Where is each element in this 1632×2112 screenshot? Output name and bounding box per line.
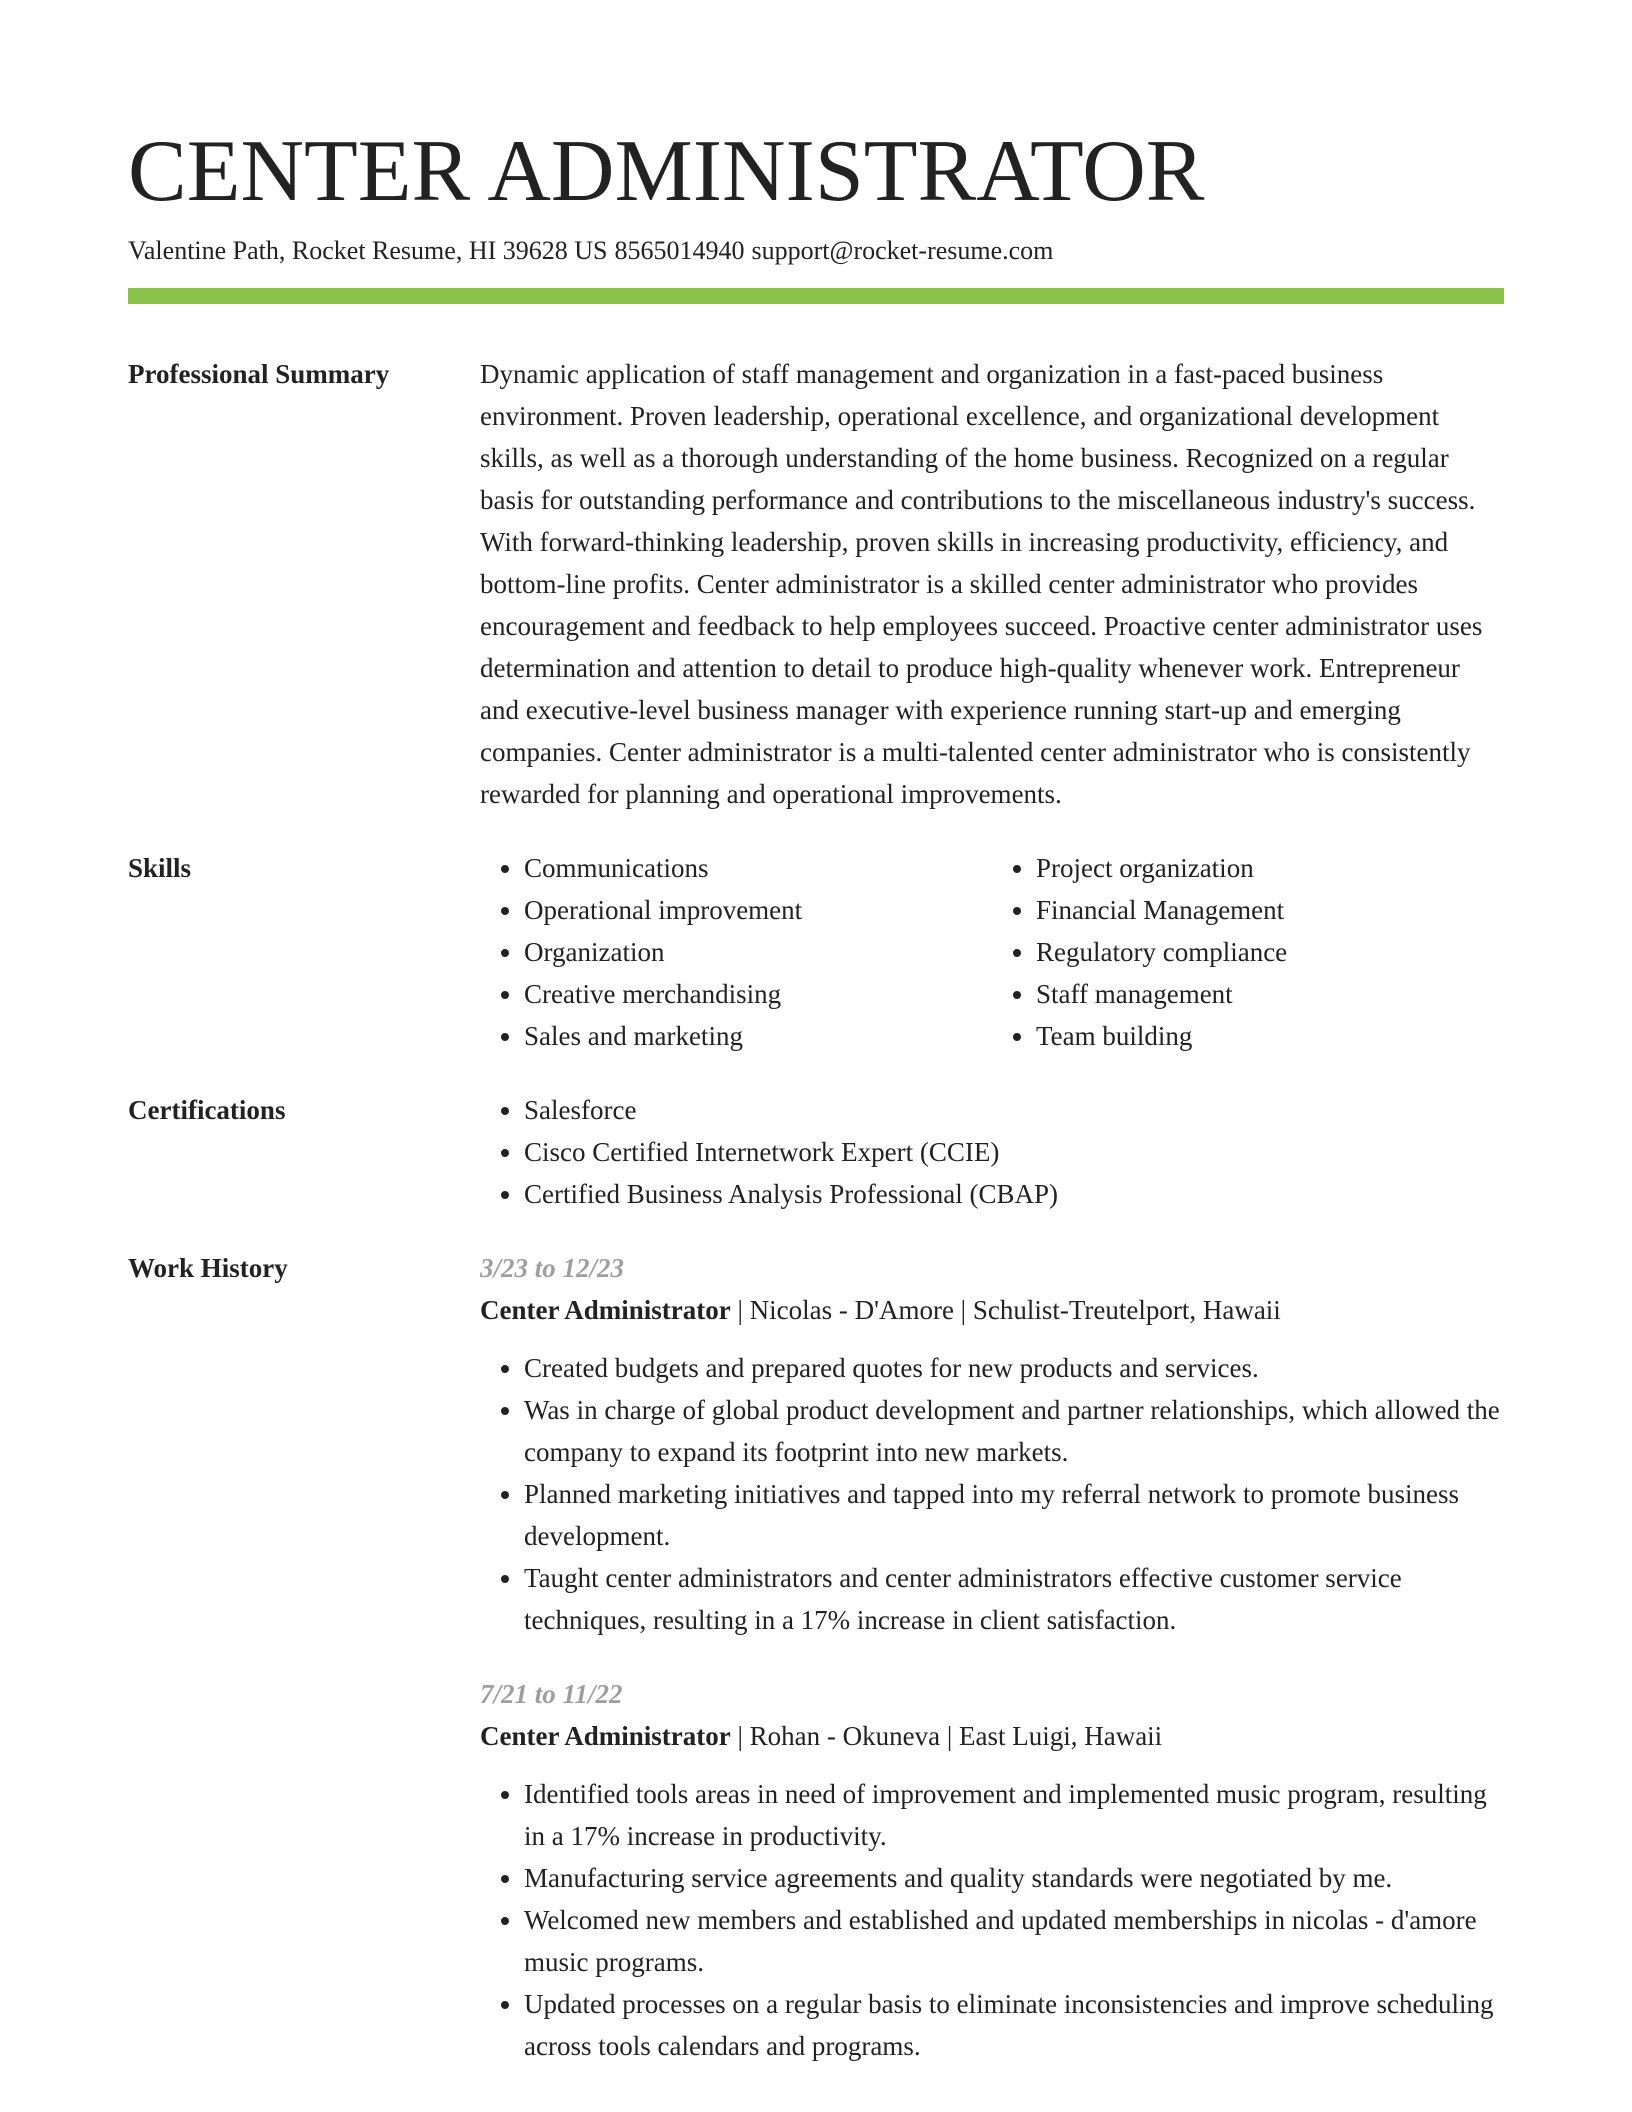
work-history-section (128, 1247, 1504, 2099)
job-bullet: • Manufacturing service agreements and quality standards were negotiated by me. (524, 1857, 1504, 1899)
header-divider (128, 288, 1504, 304)
job-title: Center Administrator (480, 1721, 731, 1751)
skill-item: • Communications (524, 847, 992, 889)
job-dates: 3/23 to 12/23 (480, 1253, 625, 1283)
summary-section (128, 353, 1504, 815)
skills-section (128, 847, 1504, 1057)
skills-heading: Skills (128, 853, 192, 883)
contact-phone: 8565014940 (614, 236, 745, 265)
job-title-line (480, 1289, 1504, 1331)
job-dates: 7/21 to 11/22 (480, 1679, 623, 1709)
job-details: | Rohan - Okuneva | East Luigi, Hawaii (730, 1721, 1163, 1751)
skill-item: • Staff management (1036, 973, 1504, 1015)
skills-column-left (480, 847, 992, 1057)
job-bullet: • Planned marketing initiatives and tapped into my referral network to promote business development. (524, 1473, 1504, 1557)
summary-text: Dynamic application of staff management and organization in a fast-paced business environment. Proven leadership, operational excellence, and organizational development skills, as well as a thorough understanding of the home business. Recognized on a regular basis for outstanding performance and contributions to the miscellaneous industry's success. With forward-thinking leadership, proven skills in increasing productivity, efficiency, and bottom-line profits. Center administrator is a skilled center administrator who provides encouragement and feedback to help employees succeed. Proactive center administrator uses determination and attention to detail to produce high-quality whenever work. Entrepreneur and executive-level business manager with experience running start-up and emerging companies. Center administrator is a multi-talented center administrator who is consistently rewarded for planning and operational improvements. (480, 359, 1483, 809)
resume-page (128, 120, 1504, 2099)
skill-item: • Financial Management (1036, 889, 1504, 931)
contact-address: Valentine Path, Rocket Resume, HI 39628 US (128, 236, 608, 265)
skill-item: • Team building (1036, 1015, 1504, 1057)
job-bullet: • Identified tools areas in need of improvement and implemented music program, resulting in a 17% increase in productivity. (524, 1773, 1504, 1857)
job-bullets (480, 1347, 1504, 1641)
certification-item: • Cisco Certified Internetwork Expert (CCIE) (524, 1131, 1504, 1173)
contact-email: support@rocket-resume.com (751, 236, 1054, 265)
skill-item: • Regulatory compliance (1036, 931, 1504, 973)
skill-item: • Organization (524, 931, 992, 973)
job-bullet: • Created budgets and prepared quotes for new products and services. (524, 1347, 1504, 1389)
summary-heading: Professional Summary (128, 359, 390, 389)
contact-line (128, 234, 1504, 268)
certifications-list (480, 1089, 1504, 1215)
job-bullets (480, 1773, 1504, 2067)
job-title-line (480, 1715, 1504, 1757)
candidate-name: CENTER ADMINISTRATOR (128, 123, 1205, 220)
job-details: | Nicolas - D'Amore | Schulist-Treutelport, Hawaii (730, 1295, 1281, 1325)
job-entry (480, 1673, 1504, 2067)
work-history-list (480, 1247, 1504, 2099)
job-bullet: • Welcomed new members and established and updated memberships in nicolas - d'amore music programs. (524, 1899, 1504, 1983)
skill-item: • Project organization (1036, 847, 1504, 889)
job-bullet: • Taught center administrators and center administrators effective customer service techniques, resulting in a 17% increase in client satisfaction. (524, 1557, 1504, 1641)
job-entry (480, 1247, 1504, 1641)
certification-item: • Certified Business Analysis Professional (CBAP) (524, 1173, 1504, 1215)
skill-item: • Sales and marketing (524, 1015, 992, 1057)
skills-list (480, 847, 1504, 1057)
certifications-heading: Certifications (128, 1095, 286, 1125)
certifications-section (128, 1089, 1504, 1215)
skill-item: • Creative merchandising (524, 973, 992, 1015)
job-bullet: • Updated processes on a regular basis to eliminate inconsistencies and improve scheduling across tools calendars and programs. (524, 1983, 1504, 2067)
job-title: Center Administrator (480, 1295, 731, 1325)
job-bullet: • Was in charge of global product development and partner relationships, which allowed the company to expand its footprint into new markets. (524, 1389, 1504, 1473)
certification-item: • Salesforce (524, 1089, 1504, 1131)
work-history-heading: Work History (128, 1253, 288, 1283)
skills-column-right (992, 847, 1504, 1057)
skill-item: • Operational improvement (524, 889, 992, 931)
